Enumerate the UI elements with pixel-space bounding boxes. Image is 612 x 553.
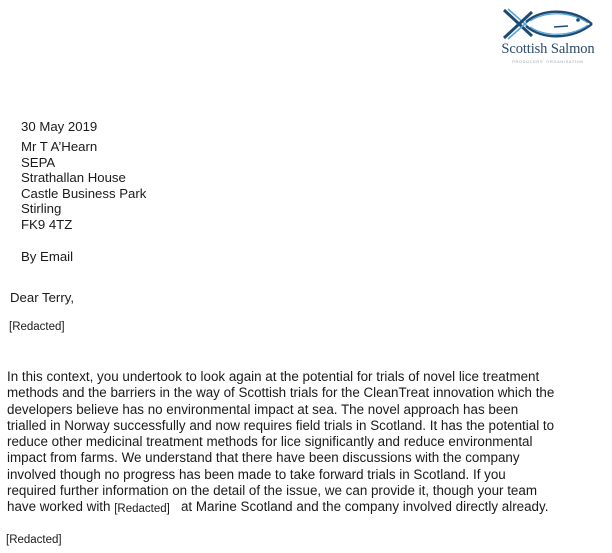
paragraph-line: involved though no progress has been made to take forward trials in Scotland. If you bbox=[7, 466, 506, 482]
address-line: Stirling bbox=[21, 201, 62, 217]
paragraph-line: impact from farms. We understand that there have been discussions with the company bbox=[7, 450, 520, 466]
fish-logo-icon bbox=[502, 6, 594, 42]
paragraph-line: trialled in Norway successfully and now requires field trials in Scotland. It has the potential to bbox=[7, 417, 555, 433]
paragraph-line-last bbox=[7, 499, 607, 516]
recipient-address bbox=[21, 139, 146, 233]
address-line: Strathallan House bbox=[21, 170, 126, 186]
logo-subtitle: PRODUCERS' ORGANISATION bbox=[512, 59, 584, 64]
address-line: SEPA bbox=[21, 154, 56, 170]
last-line-start: have worked with bbox=[7, 499, 115, 515]
paragraph-line: In this context, you undertook to look again at the potential for trials of novel lice treatment bbox=[7, 369, 540, 384]
salutation: Dear Terry, bbox=[10, 290, 74, 305]
last-line-end: at Marine Scotland and the company involved directly already. bbox=[169, 499, 549, 515]
letter-date: 30 May 2019 bbox=[21, 119, 98, 134]
address-line: Castle Business Park bbox=[21, 185, 147, 201]
paragraph-line: developers believe has no environmental impact at sea. The novel approach has been bbox=[7, 401, 519, 417]
logo-title: Scottish Salmon bbox=[501, 41, 595, 57]
paragraph-line: methods and the barriers in the way of Scottish trials for the CleanTreat innovation which the bbox=[7, 385, 555, 401]
inline-redacted: [Redacted] bbox=[114, 503, 170, 516]
scottish-salmon-logo bbox=[492, 4, 610, 68]
address-line: Mr T A’Hearn bbox=[21, 139, 98, 154]
redacted-block: [Redacted] bbox=[9, 321, 65, 333]
address-line: FK9 4TZ bbox=[21, 216, 73, 232]
paragraph-line: reduce other medicinal treatment methods for lice significantly and reduce environmental bbox=[7, 434, 533, 450]
body-paragraph bbox=[7, 369, 607, 517]
redacted-block: [Redacted] bbox=[6, 534, 62, 546]
paragraph-line: required further information on the detail of the issue, we can provide it, though your team bbox=[7, 483, 537, 499]
delivery-method: By Email bbox=[21, 249, 74, 264]
